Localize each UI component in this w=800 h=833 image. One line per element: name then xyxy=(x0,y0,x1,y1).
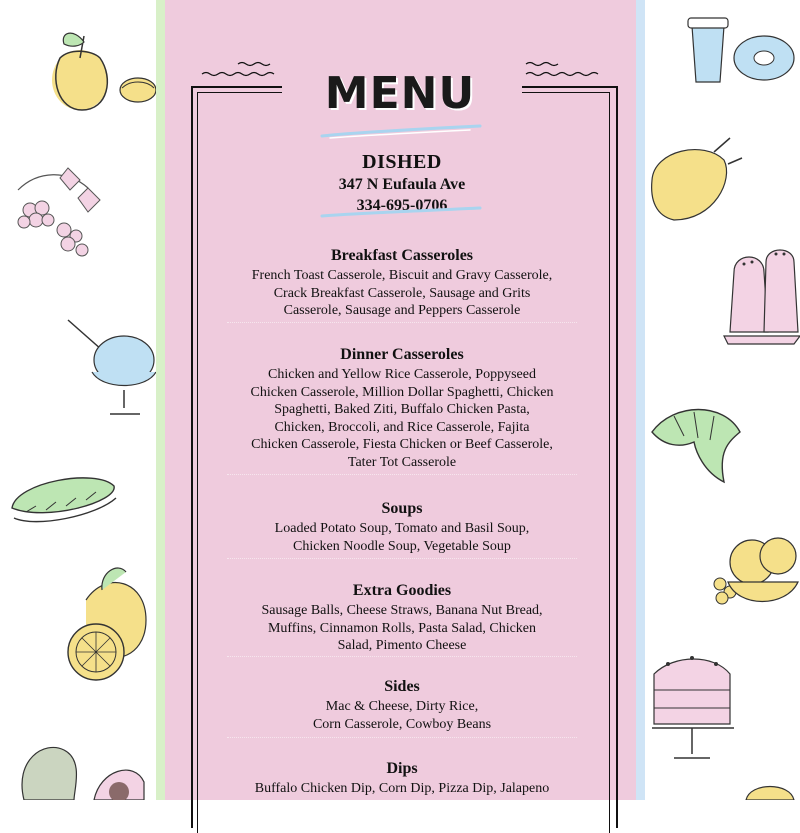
section-divider xyxy=(227,558,577,559)
item-line: Chicken Casserole, Fiesta Chicken or Beef Casserole, xyxy=(251,437,553,453)
item-line: French Toast Casserole, Biscuit and Gravy Casserole, xyxy=(251,268,553,283)
sandwich-icon xyxy=(6,462,126,542)
item-line: Loaded Potato Soup, Tomato and Basil Soup, xyxy=(274,521,530,536)
section-title: Sides xyxy=(384,678,420,695)
item-line: Chicken, Broccoli, and Rice Casserole, Fajita xyxy=(274,419,530,435)
ice-cream-sundae-icon xyxy=(62,310,162,420)
business-address: 347 N Eufaula Ave xyxy=(338,176,466,193)
left-decoration-column xyxy=(0,0,156,800)
item-line: Muffins, Cinnamon Rolls, Pasta Salad, Chicken xyxy=(267,620,537,636)
section-divider xyxy=(227,656,577,657)
fruit-bowl-icon xyxy=(708,522,800,622)
lemon-icon xyxy=(46,560,161,685)
section-extra-goodies xyxy=(222,581,582,655)
title-underline xyxy=(320,124,482,140)
right-decoration-column xyxy=(644,0,800,800)
item-line: Tater Tot Casserole xyxy=(347,454,457,470)
roast-chicken-icon xyxy=(644,130,744,230)
section-dinner-casseroles xyxy=(222,345,582,472)
item-line: Casserole, Sausage and Peppers Casserole xyxy=(283,303,521,319)
item-line: Chicken and Yellow Rice Casserole, Poppyseed xyxy=(268,367,536,382)
item-line: Chicken Noodle Soup, Vegetable Soup xyxy=(293,538,511,554)
item-line: Spaghetti, Baked Ziti, Buffalo Chicken Pasta, xyxy=(274,402,530,418)
salt-pepper-shaker-icon xyxy=(714,232,800,352)
section-soups xyxy=(222,499,582,555)
menu-title: MENU xyxy=(324,68,476,119)
section-items xyxy=(222,366,582,472)
croissant-icon xyxy=(644,392,744,492)
item-line: Buffalo Chicken Dip, Corn Dip, Pizza Dip, Jalapeno xyxy=(254,781,550,796)
item-line: Salad, Pimento Cheese xyxy=(337,638,467,654)
section-title: Soups xyxy=(381,500,423,517)
section-items xyxy=(222,602,582,655)
item-line: Chicken Casserole, Million Dollar Spaghetti, Chicken xyxy=(250,384,554,400)
item-line: Mac & Cheese, Dirty Rice, xyxy=(325,699,479,714)
layer-cake-icon xyxy=(644,634,744,764)
section-title: Breakfast Casseroles xyxy=(330,247,474,264)
business-name: DISHED xyxy=(362,151,442,173)
section-sides xyxy=(222,677,582,733)
section-dips xyxy=(222,759,582,798)
section-divider xyxy=(227,737,577,738)
right-accent-strip xyxy=(636,0,645,800)
avocado-icon xyxy=(4,730,154,800)
section-items xyxy=(222,520,582,555)
grapes-icon xyxy=(8,160,108,270)
section-title: Dips xyxy=(386,760,418,777)
cupcake-icon xyxy=(740,778,800,800)
section-breakfast-casseroles xyxy=(222,246,582,320)
item-line: Corn Casserole, Cowboy Beans xyxy=(312,716,492,732)
section-title: Dinner Casseroles xyxy=(340,346,464,363)
info-underline xyxy=(320,206,482,220)
section-items xyxy=(222,698,582,733)
left-accent-strip xyxy=(156,0,165,800)
item-line: Crack Breakfast Casserole, Sausage and Grits xyxy=(273,285,531,301)
section-divider xyxy=(227,474,577,475)
section-title: Extra Goodies xyxy=(352,582,452,599)
business-phone: 334-695-0706 xyxy=(356,197,448,214)
item-line: Sausage Balls, Cheese Straws, Banana Nut Bread, xyxy=(261,603,543,618)
section-items xyxy=(222,780,582,798)
section-items xyxy=(222,267,582,320)
section-divider xyxy=(227,322,577,323)
